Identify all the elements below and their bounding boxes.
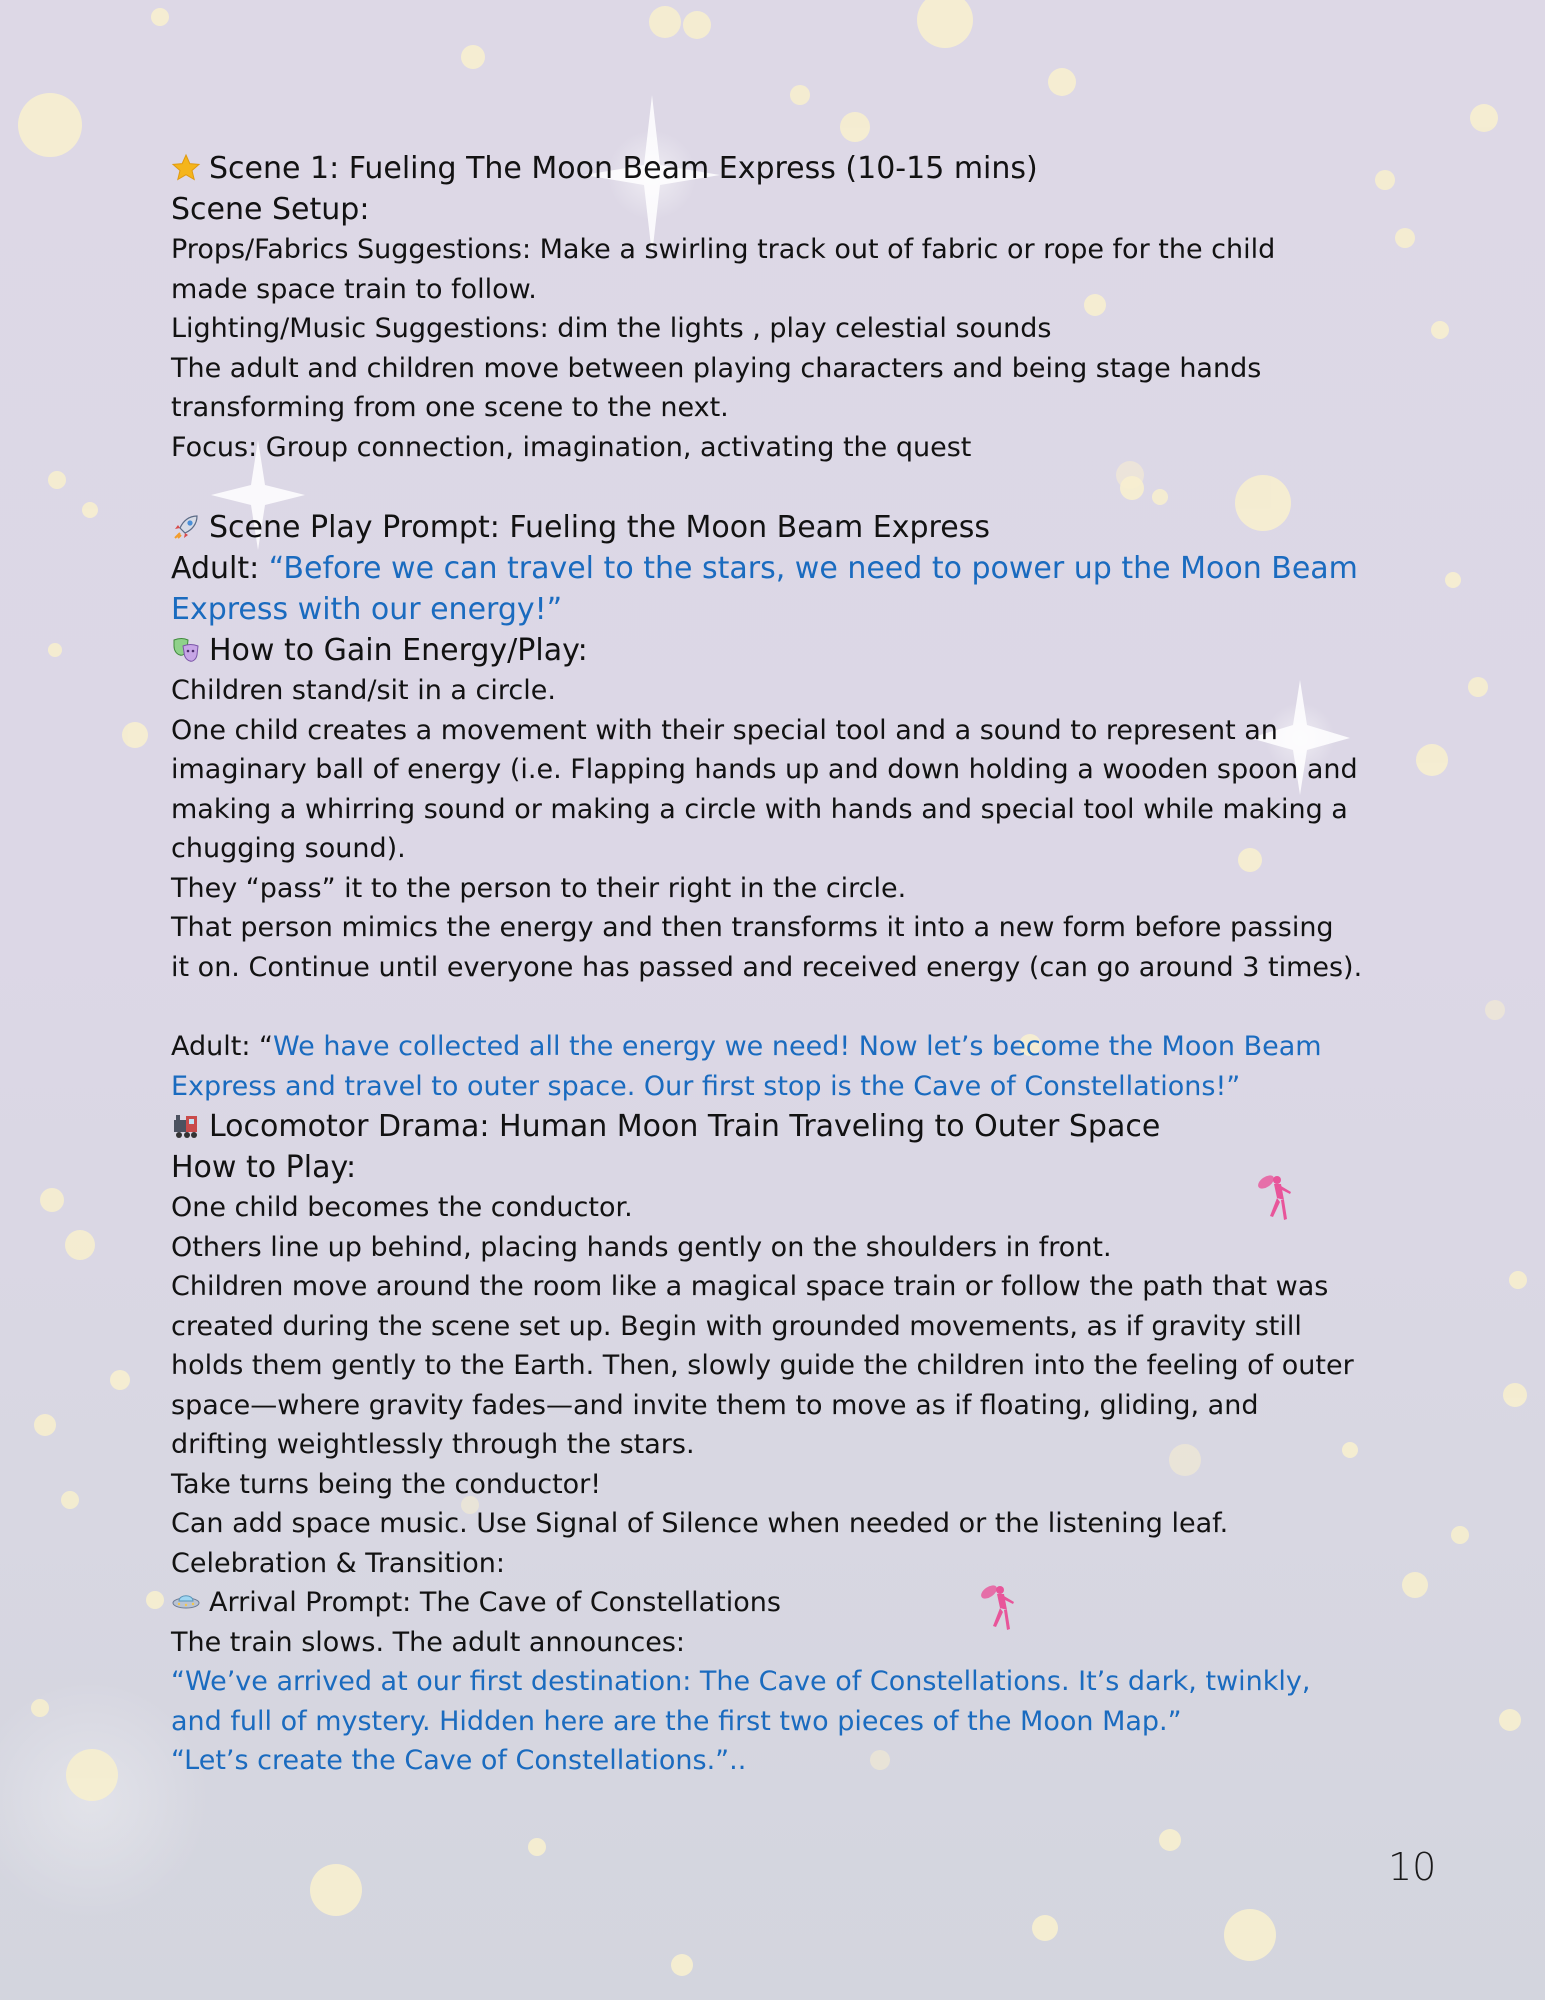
locomotor-line: Children move around the room like a magical space train or follow the path that was [171,1271,1329,1302]
setup-line: Props/Fabrics Suggestions: Make a swirling track out of fabric or rope for the child [171,234,1276,265]
scene-setup-heading: Scene Setup: [171,192,370,227]
adult-quote-continued: Express with our energy!” [171,592,563,627]
howto-line: Children stand/sit in a circle. [171,675,556,706]
adult2-quote: We have collected all the energy we need! Now let’s become the Moon Beam [273,1031,1322,1062]
locomotor-line: Can add space music. Use Signal of Silence when needed or the listening leaf. [171,1508,1229,1539]
arrival-quote: “We’ve arrived at our first destination: The Cave of Constellations. It’s dark, twinkly, [171,1666,1311,1697]
scene-title: Scene 1: Fueling The Moon Beam Express (10-15 mins) [171,148,1401,189]
arrival-title: Arrival Prompt: The Cave of Constellations [171,1583,1401,1623]
arrival-announce: The train slows. The adult announces: [171,1626,686,1658]
adult-label: Adult: [171,551,269,586]
adult-quote: “Before we can travel to the stars, we need to power up the Moon Beam [268,551,1358,586]
page-number: 10 [1388,1845,1437,1889]
fairy-icon [978,1580,1018,1636]
howto-line: it on. Continue until everyone has passed and received energy (can go around 3 times). [171,951,1363,983]
ufo-icon [171,1586,201,1616]
howto-line: One child creates a movement with their special tool and a sound to represent an [171,714,1278,746]
star-icon [171,153,201,183]
setup-line: made space train to follow. [171,273,537,305]
locomotor-line: space—where gravity fades—and invite them to move as if floating, gliding, and [171,1389,1259,1421]
locomotor-line: Celebration & Transition: [171,1547,505,1579]
locomotor-title: Locomotor Drama: Human Moon Train Traveling to Outer Space [171,1106,1401,1147]
setup-line: Lighting/Music Suggestions: dim the lights , play celestial sounds [171,313,1052,344]
fairy-icon [1255,1170,1295,1226]
locomotor-line: created during the scene set up. Begin with grounded movements, as if gravity still [171,1310,1302,1342]
rocket-icon [171,512,201,542]
howto-line: They “pass” it to the person to their right in the circle. [171,872,907,904]
adult2-sep: : “ [241,1031,274,1062]
document-body [171,148,1401,1781]
howto-line: That person mimics the energy and then transforms it into a new form before passing [171,912,1334,943]
locomotor-line: One child becomes the conductor. [171,1192,633,1223]
setup-line: The adult and children move between playing characters and being stage hands [171,352,1262,384]
howto-title: How to Gain Energy/Play: [171,630,1401,671]
theater-masks-icon [171,635,201,665]
adult-prompt-line [171,548,1401,589]
howto-line: imaginary ball of energy (i.e. Flapping hands up and down holding a wooden spoon and [171,754,1358,785]
locomotive-icon [171,1111,201,1141]
prompt-title: Scene Play Prompt: Fueling the Moon Beam Express [171,507,1401,548]
setup-line: transforming from one scene to the next. [171,392,729,423]
locomotor-howto-heading: How to Play: [171,1150,357,1185]
howto-line: chugging sound). [171,833,406,864]
adult2-label: Adult [171,1031,242,1062]
howto-line: making a whirring sound or making a circle with hands and special tool while making a [171,793,1348,825]
adult2-line [171,1027,1401,1067]
locomotor-line: Others line up behind, placing hands gently on the shoulders in front. [171,1231,1112,1263]
adult2-quote-continued: Express and travel to outer space. Our first stop is the Cave of Constellations!” [171,1070,1241,1102]
locomotor-line: Take turns being the conductor! [171,1468,602,1500]
setup-line: Focus: Group connection, imagination, activating the quest [171,431,972,463]
locomotor-line: holds them gently to the Earth. Then, slowly guide the children into the feeling of outer [171,1350,1354,1381]
arrival-quote: and full of mystery. Hidden here are the first two pieces of the Moon Map.” [171,1705,1182,1737]
locomotor-line: drifting weightlessly through the stars. [171,1429,695,1460]
arrival-quote: “Let’s create the Cave of Constellations.”.. [171,1745,747,1776]
